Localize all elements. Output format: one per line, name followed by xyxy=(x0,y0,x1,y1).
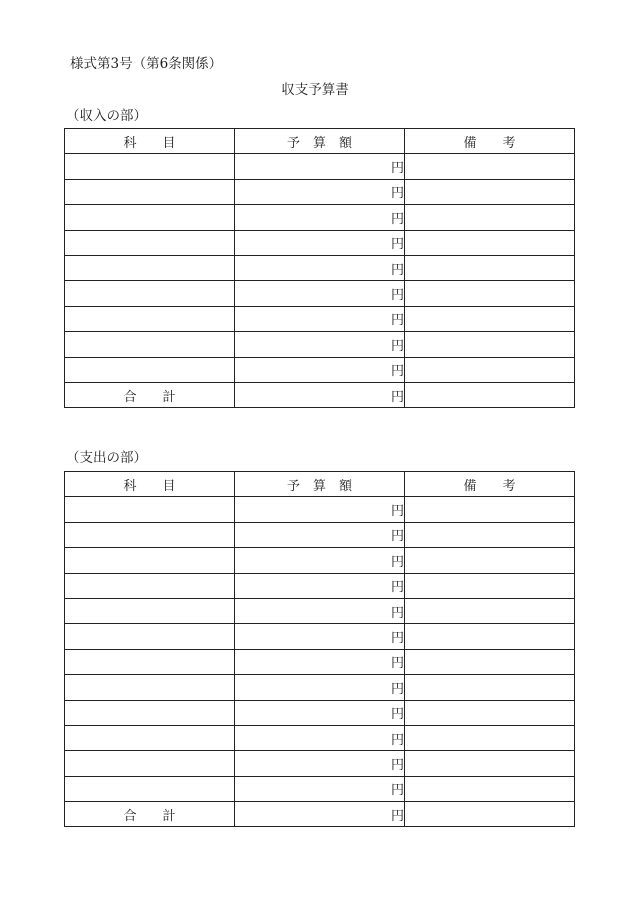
currency-unit: 円 xyxy=(390,338,404,354)
currency-unit: 円 xyxy=(390,554,404,570)
subject-cell[interactable] xyxy=(65,332,235,357)
amount-cell[interactable] xyxy=(235,548,405,573)
amount-cell[interactable] xyxy=(235,573,405,598)
remarks-cell[interactable] xyxy=(405,522,575,547)
currency-unit: 円 xyxy=(390,681,404,697)
remarks-cell[interactable] xyxy=(405,230,575,255)
table-row xyxy=(65,700,575,725)
column-header-remarks: 備 考 xyxy=(405,129,575,154)
amount-cell[interactable] xyxy=(235,598,405,623)
remarks-cell[interactable] xyxy=(405,598,575,623)
currency-unit: 円 xyxy=(390,389,404,405)
amount-cell[interactable] xyxy=(235,281,405,306)
subject-cell[interactable] xyxy=(65,522,235,547)
column-header-subject: 科 目 xyxy=(65,472,235,497)
subject-cell[interactable] xyxy=(65,598,235,623)
subject-cell[interactable] xyxy=(65,776,235,801)
subject-cell[interactable] xyxy=(65,497,235,522)
table-row xyxy=(65,522,575,547)
subject-cell[interactable] xyxy=(65,700,235,725)
currency-unit: 円 xyxy=(390,161,404,177)
total-remarks-cell[interactable] xyxy=(405,802,575,827)
currency-unit: 円 xyxy=(390,757,404,773)
currency-unit: 円 xyxy=(390,808,404,824)
table-row xyxy=(65,725,575,750)
column-header-amount: 予 算 額 xyxy=(235,129,405,154)
table-row xyxy=(65,497,575,522)
currency-unit: 円 xyxy=(390,364,404,380)
total-remarks-cell[interactable] xyxy=(405,382,575,407)
remarks-cell[interactable] xyxy=(405,306,575,331)
total-amount-cell[interactable] xyxy=(235,802,405,827)
currency-unit: 円 xyxy=(390,313,404,329)
subject-cell[interactable] xyxy=(65,154,235,179)
amount-cell[interactable] xyxy=(235,255,405,280)
currency-unit: 円 xyxy=(390,631,404,647)
currency-unit: 円 xyxy=(390,707,404,723)
table-row xyxy=(65,230,575,255)
remarks-cell[interactable] xyxy=(405,205,575,230)
currency-unit: 円 xyxy=(390,186,404,202)
subject-cell[interactable] xyxy=(65,548,235,573)
subject-cell[interactable] xyxy=(65,357,235,382)
currency-unit: 円 xyxy=(390,504,404,520)
amount-cell[interactable] xyxy=(235,332,405,357)
table-row xyxy=(65,675,575,700)
subject-cell[interactable] xyxy=(65,205,235,230)
remarks-cell[interactable] xyxy=(405,573,575,598)
income-budget-table xyxy=(64,128,575,408)
amount-cell[interactable] xyxy=(235,776,405,801)
currency-unit: 円 xyxy=(390,237,404,253)
table-row xyxy=(65,649,575,674)
table-header-row xyxy=(65,129,575,154)
table-row xyxy=(65,306,575,331)
currency-unit: 円 xyxy=(390,211,404,227)
currency-unit: 円 xyxy=(390,262,404,278)
table-row xyxy=(65,179,575,204)
total-row xyxy=(65,802,575,827)
table-row xyxy=(65,281,575,306)
subject-cell[interactable] xyxy=(65,649,235,674)
remarks-cell[interactable] xyxy=(405,179,575,204)
remarks-cell[interactable] xyxy=(405,675,575,700)
amount-cell[interactable] xyxy=(235,154,405,179)
subject-cell[interactable] xyxy=(65,281,235,306)
currency-unit: 円 xyxy=(390,580,404,596)
remarks-cell[interactable] xyxy=(405,154,575,179)
remarks-cell[interactable] xyxy=(405,548,575,573)
amount-cell[interactable] xyxy=(235,675,405,700)
subject-cell[interactable] xyxy=(65,573,235,598)
column-header-subject: 科 目 xyxy=(65,129,235,154)
currency-unit: 円 xyxy=(390,732,404,748)
remarks-cell[interactable] xyxy=(405,255,575,280)
table-row xyxy=(65,776,575,801)
subject-cell[interactable] xyxy=(65,230,235,255)
remarks-cell[interactable] xyxy=(405,332,575,357)
total-row xyxy=(65,382,575,407)
total-label: 合 計 xyxy=(65,382,235,407)
document-title: 収支予算書 xyxy=(281,82,349,98)
amount-cell[interactable] xyxy=(235,230,405,255)
total-label: 合 計 xyxy=(65,802,235,827)
table-row xyxy=(65,548,575,573)
subject-cell[interactable] xyxy=(65,306,235,331)
remarks-cell[interactable] xyxy=(405,497,575,522)
currency-unit: 円 xyxy=(390,288,404,304)
amount-cell[interactable] xyxy=(235,205,405,230)
table-row xyxy=(65,154,575,179)
amount-cell[interactable] xyxy=(235,497,405,522)
remarks-cell[interactable] xyxy=(405,649,575,674)
amount-cell[interactable] xyxy=(235,649,405,674)
amount-cell[interactable] xyxy=(235,357,405,382)
subject-cell[interactable] xyxy=(65,725,235,750)
expense-budget-table xyxy=(64,471,575,827)
subject-cell[interactable] xyxy=(65,675,235,700)
table-row xyxy=(65,357,575,382)
remarks-cell[interactable] xyxy=(405,751,575,776)
currency-unit: 円 xyxy=(390,605,404,621)
table-row xyxy=(65,255,575,280)
column-header-amount: 予 算 額 xyxy=(235,472,405,497)
table-row xyxy=(65,624,575,649)
amount-cell[interactable] xyxy=(235,751,405,776)
amount-cell[interactable] xyxy=(235,306,405,331)
table-row xyxy=(65,332,575,357)
remarks-cell[interactable] xyxy=(405,357,575,382)
amount-cell[interactable] xyxy=(235,700,405,725)
currency-unit: 円 xyxy=(390,656,404,672)
currency-unit: 円 xyxy=(390,783,404,799)
income-section-label: （収入の部） xyxy=(66,108,147,124)
subject-cell[interactable] xyxy=(65,624,235,649)
expense-section-label: （支出の部） xyxy=(66,450,147,466)
column-header-remarks: 備 考 xyxy=(405,472,575,497)
amount-cell[interactable] xyxy=(235,179,405,204)
table-row xyxy=(65,573,575,598)
amount-cell[interactable] xyxy=(235,522,405,547)
table-row xyxy=(65,598,575,623)
subject-cell[interactable] xyxy=(65,751,235,776)
remarks-cell[interactable] xyxy=(405,700,575,725)
form-number: 様式第3号（第6条関係） xyxy=(70,56,223,72)
total-amount-cell[interactable] xyxy=(235,382,405,407)
remarks-cell[interactable] xyxy=(405,624,575,649)
table-row xyxy=(65,205,575,230)
table-row xyxy=(65,751,575,776)
amount-cell[interactable] xyxy=(235,725,405,750)
remarks-cell[interactable] xyxy=(405,776,575,801)
subject-cell[interactable] xyxy=(65,255,235,280)
remarks-cell[interactable] xyxy=(405,281,575,306)
amount-cell[interactable] xyxy=(235,624,405,649)
table-header-row xyxy=(65,472,575,497)
remarks-cell[interactable] xyxy=(405,725,575,750)
subject-cell[interactable] xyxy=(65,179,235,204)
currency-unit: 円 xyxy=(390,529,404,545)
